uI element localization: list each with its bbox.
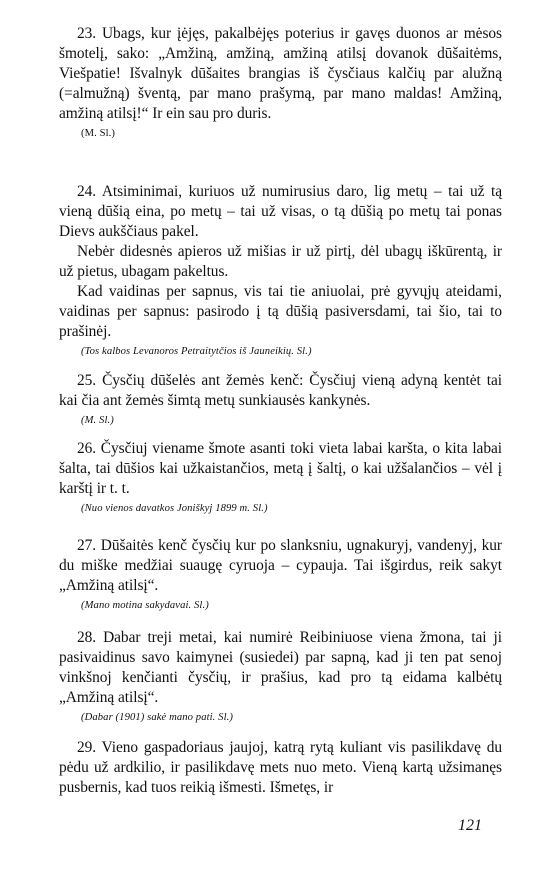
- entry-text-paragraph-2: Nebėr didesnės apieros už mišias ir už pirtį, dėl ubagų iškūrentą, ir už pietus, ubagam pakeltus.: [59, 243, 502, 280]
- entry-25: [59, 371, 502, 428]
- entry-28: [59, 628, 502, 725]
- entry-text: 26. Čysčiuj viename šmote asanti toki vieta labai karšta, o kita labai šalta, tai dūšios kai užkaistančios, metą į šaltį, o kai užšalančios – vėl į karštį ir t. t.: [59, 440, 502, 497]
- entry-source: (Tos kalbos Levanoros Petraitytčios iš Jauneikių. Sl.): [81, 346, 312, 357]
- entry-source: (Dabar (1901) sakė mano pati. Sl.): [81, 712, 233, 723]
- entry-source: (M. Sl.): [81, 128, 116, 139]
- page-number: 121: [458, 817, 482, 834]
- entry-text: 23. Ubags, kur įėjęs, pakalbėjęs poterius ir gavęs duonos ar mėsos šmotelį, sako: „Amžiną, amžiną, amžiną atilsį dovanok dūšaitėms, Viešpatie! Išvalnyk dūšaites brangias iš čysčiaus kalčių par alužną (=almužną) šventą, par mano prašymą, par mano maldas! Amžiną, amžiną atilsį!“ Ir ein sau pro duris.: [59, 25, 502, 122]
- entry-29: [59, 738, 502, 798]
- entry-27: [59, 536, 502, 613]
- entry-text: 27. Dūšaitės kenč čysčių kur po slanksniu, ugnakuryj, vandenyj, kur du miške medžiai suaugę cyruoja – cypauja. Tai išgirdus, reik sakyt „Amžiną atilsį“.: [59, 537, 502, 594]
- entry-text-paragraph-3: Kad vaidinas per sapnus, vis tai tie aniuolai, prė gyvųjų ateidami, vaidinas per sapnus: pasirodo į tą dūšią pasiversdami, tai šio, tai to prašinėj.: [59, 283, 502, 340]
- entry-source: (M. Sl.): [81, 415, 114, 426]
- entry-text: 24. Atsiminimai, kuriuos už numirusius daro, lig metų – tai už tą vieną dūšią eina, po metų – tai už visas, o tą dūšią po metų tai ponas Dievs aukščiaus pakel.: [59, 183, 502, 240]
- entry-text: 25. Čysčių dūšelės ant žemės kenč: Čysčiuj vieną adyną kentėt tai kai čia ant žemės šimtą metų sunkiausės kankynės.: [59, 372, 502, 409]
- entry-source: (Mano motina sakydavai. Sl.): [81, 600, 209, 611]
- entry-text: 29. Vieno gaspadoriaus jaujoj, katrą rytą kuliant vis pasilikdavę du pėdu už ardkilio, ir pasilikdavę mets nuo meto. Vieną kartą užsimanęs pusbernis, kad tuos reikią išmesti. Išmetęs, ir: [59, 739, 502, 796]
- entry-text: 28. Dabar treji metai, kai numirė Reibiniuose viena žmona, tai ji pasivaidinus savo kaimynei (susiedei) par sapną, kad ji ten pat senoj vinkšnoj kenčianti čysčių, ir prašius, kad pro tą eidama kalbėtų „Amžiną atilsį“.: [59, 629, 502, 706]
- entry-24: [59, 182, 502, 359]
- entry-source: (Nuo vienos davatkos Joniškyj 1899 m. Sl.): [81, 503, 268, 514]
- entry-23: [59, 24, 502, 141]
- entry-26: [59, 439, 502, 516]
